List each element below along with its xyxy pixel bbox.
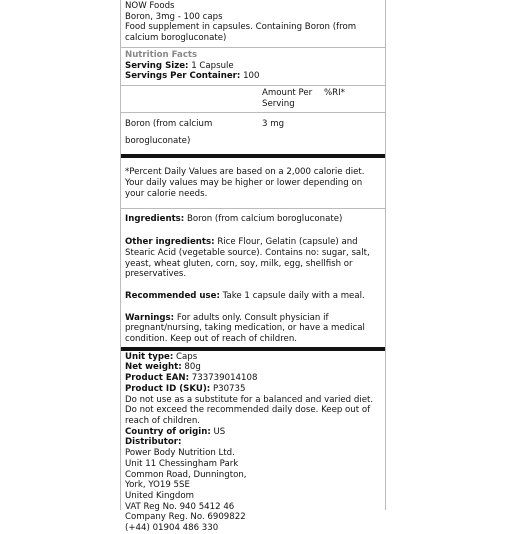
ingredients-text: Boron (from calcium borogluconate) <box>186 214 343 225</box>
nutrition-table-wrap <box>121 86 385 109</box>
table-row <box>125 116 381 150</box>
footnote: *Percent Daily Values are based on a 2,000 calorie diet. Your daily values may be higher or lower depending on your calorie needs. <box>125 167 365 199</box>
servings-label: Servings Per Container: <box>125 71 241 82</box>
serving-size-label: Serving Size: <box>125 60 189 71</box>
warnings-text: For adults only. Consult physician if pregnant/nursing, taking medication, or have a medical condition. Keep out of reach of children. <box>125 312 365 345</box>
distributor-line: Company Reg. No. 6909822 <box>125 512 246 523</box>
nutrition-table <box>125 88 381 109</box>
ean-label: Product EAN: <box>125 373 190 384</box>
table-header-row <box>125 88 381 109</box>
ri-header: %RI* <box>324 87 345 98</box>
distributor-line: Unit 11 Chessingham Park <box>125 458 239 469</box>
net-weight-value: 80g <box>184 362 201 373</box>
sku-value: P30735 <box>212 383 246 394</box>
ean-value: 733739014108 <box>191 373 258 384</box>
header <box>121 0 385 44</box>
advice-text: Do not use as a substitute for a balanced and varied diet. Do not exceed the recommended daily dose. Keep out of reach of children. <box>125 394 374 426</box>
brand-name: NOW Foods <box>125 1 175 11</box>
ingredients-label: Ingredients: <box>125 214 185 225</box>
product-info <box>121 351 385 534</box>
distributor-line: Power Body Nutrition Ltd. <box>125 448 235 459</box>
warnings-label: Warnings: <box>125 312 175 323</box>
nutrition-rows <box>121 113 385 150</box>
unit-type-label: Unit type: <box>125 351 174 362</box>
other-ingredients-text: Rice Flour, Gelatin (capsule) and Stearic Acid (vegetable source). Contains no: sugar, salt, yeast, wheat gluten, corn, soy, milk, egg, shellfish or preservatives. <box>125 237 370 280</box>
nutrient-name: Boron (from calcium borogluconate) <box>125 119 213 147</box>
recommended-use-text: Take 1 capsule daily with a meal. <box>222 290 365 301</box>
product-name: Boron, 3mg - 100 caps <box>125 11 223 22</box>
facts-title: Nutrition Facts <box>125 49 198 60</box>
distributor-line: United Kingdom <box>125 490 194 501</box>
product-description: Food supplement in capsules. Containing Boron (from calcium borogluconate) <box>125 22 357 44</box>
recommended-use-label: Recommended use: <box>125 290 220 301</box>
nutrient-ri <box>324 116 381 150</box>
nutrition-facts <box>121 48 385 82</box>
supplement-label <box>120 0 386 534</box>
distributor-line: VAT Reg No. 940 5412 46 <box>125 501 235 512</box>
origin-value: US <box>213 426 226 437</box>
sku-label: Product ID (SKU): <box>125 383 211 394</box>
distributor-label: Distributor: <box>125 437 182 448</box>
net-weight-label: Net weight: <box>125 362 182 373</box>
serving-size-value: 1 Capsule <box>191 60 234 71</box>
distributor-line: York, YO19 5SE <box>125 480 190 491</box>
distributor-line: (+44) 01904 486 330 <box>125 523 219 534</box>
other-ingredients-label: Other ingredients: <box>125 237 215 248</box>
distributor-line: Common Road, Dunnington, <box>125 469 247 480</box>
details <box>121 209 385 344</box>
servings-value: 100 <box>243 71 260 82</box>
footnote-wrap <box>121 158 385 208</box>
nutrient-amount: 3 mg <box>262 119 285 130</box>
origin-label: Country of origin: <box>125 426 211 437</box>
unit-type-value: Caps <box>176 351 198 362</box>
amount-header: Amount Per Serving <box>262 87 313 109</box>
